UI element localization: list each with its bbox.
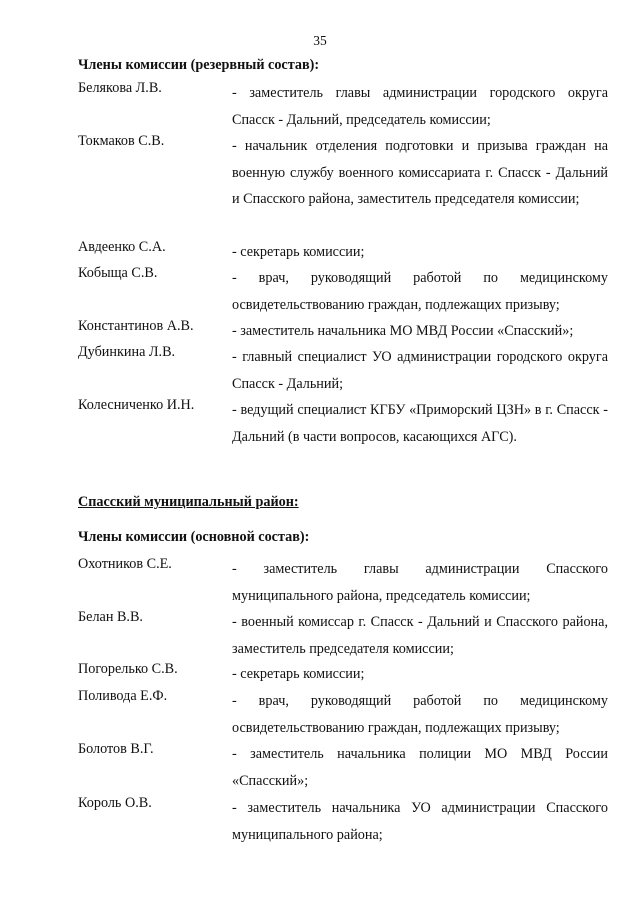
member-role: - секретарь комиссии;	[232, 666, 365, 682]
member-name: Константинов А.В.	[78, 318, 194, 334]
section-heading-reserve: Члены комиссии (резервный состав):	[78, 57, 320, 73]
member-name: Авдеенко С.А.	[78, 239, 166, 255]
member-name: Поливода Е.Ф.	[78, 688, 168, 704]
page-number: 35	[313, 33, 327, 48]
member-name: Король О.В.	[78, 795, 152, 811]
member-name: Дубинкина Л.В.	[78, 344, 176, 360]
member-name: Белан В.В.	[78, 609, 143, 625]
member-name: Кобыща С.В.	[78, 265, 158, 281]
member-name: Токмаков С.В.	[78, 133, 165, 149]
member-role: - секретарь комиссии;	[232, 244, 365, 260]
member-name: Колесниченко И.Н.	[78, 397, 195, 413]
member-role: - заместитель главы администрации Спасского муниципального района, председатель комиссии;	[232, 561, 608, 604]
section-heading-main: Члены комиссии (основной состав):	[78, 529, 310, 545]
member-name: Болотов В.Г.	[78, 741, 154, 757]
member-name: Погорелько С.В.	[78, 661, 178, 677]
member-role: - врач, руководящий работой по медицинскому освидетельствованию граждан, подлежащих призыву;	[232, 693, 608, 736]
member-name: Охотников С.Е.	[78, 556, 172, 572]
district-heading: Спасский муниципальный район:	[78, 494, 299, 510]
member-role: - начальник отделения подготовки и призыва граждан на военную службу военного комиссариата г. Спасск - Дальний и Спасского района, заместитель председателя комиссии;	[232, 138, 608, 208]
member-role: - ведущий специалист КГБУ «Приморский ЦЗН» в г. Спасск - Дальний (в части вопросов, касающихся АГС).	[232, 402, 608, 445]
member-role: - военный комиссар г. Спасск - Дальний и Спасского района, заместитель председателя комиссии;	[232, 614, 608, 657]
member-role: - врач, руководящий работой по медицинскому освидетельствованию граждан, подлежащих призыву;	[232, 270, 608, 313]
member-role: - заместитель начальника полиции МО МВД России «Спасский»;	[232, 746, 608, 789]
member-name: Белякова Л.В.	[78, 80, 162, 96]
member-role: - главный специалист УО администрации городского округа Спасск - Дальний;	[232, 349, 608, 392]
member-role: - заместитель начальника МО МВД России «Спасский»;	[232, 323, 574, 339]
member-role: - заместитель начальника УО администрации Спасского муниципального района;	[232, 800, 608, 843]
member-role: - заместитель главы администрации городского округа Спасск - Дальний, председатель комиссии;	[232, 85, 608, 128]
